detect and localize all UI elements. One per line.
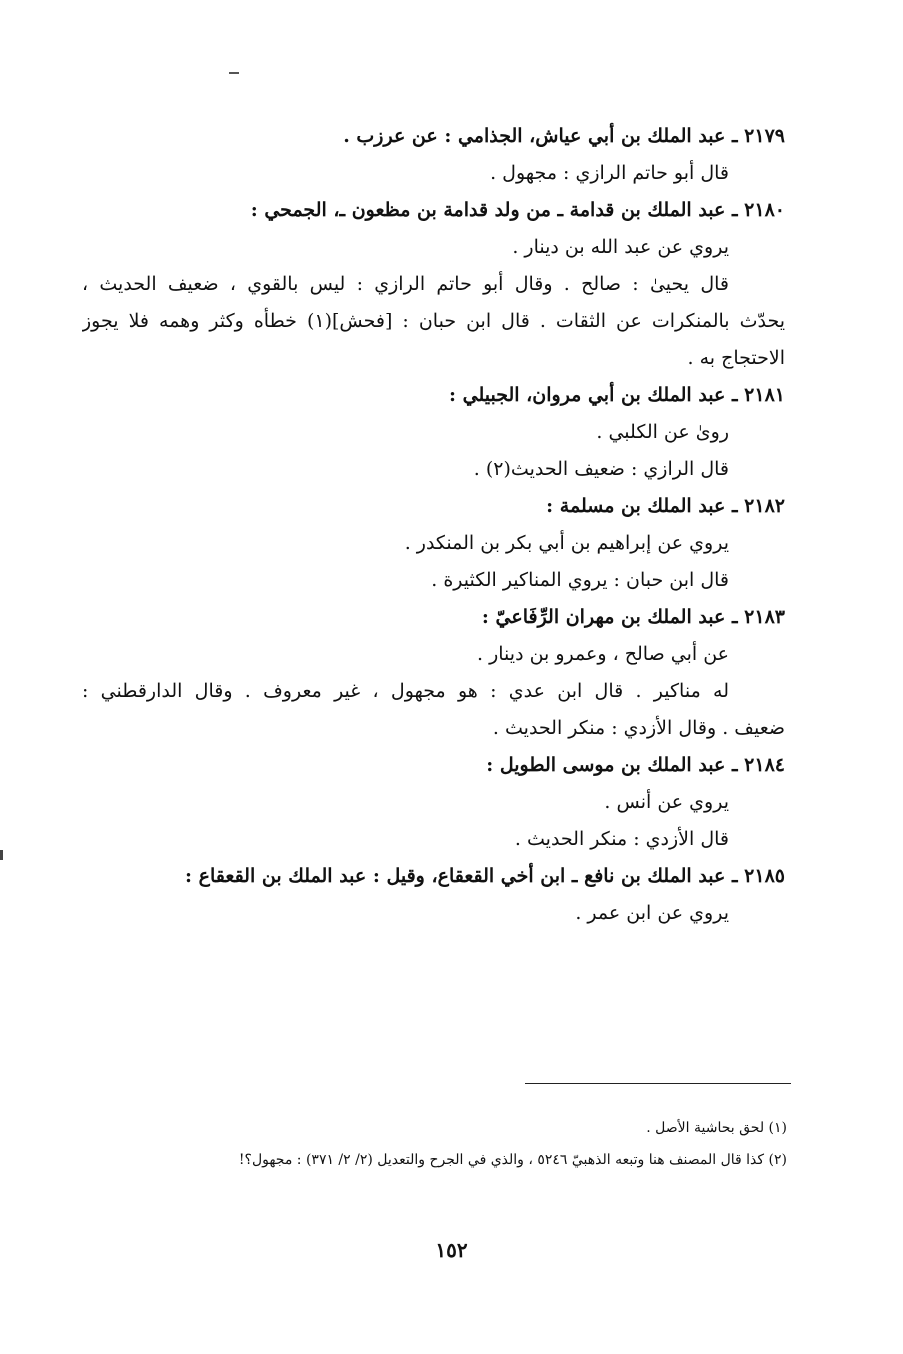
entry-2184-line: قال الأزدي : منكر الحديث . — [514, 828, 729, 850]
entry-2182-line: قال ابن حبان : يروي المناكير الكثيرة . — [431, 569, 729, 591]
entry-2181-heading: ٢١٨١ ـ عبد الملك بن أبي مروان، الجبيلي : — [448, 384, 785, 406]
entry-2185-line: يروي عن ابن عمر . — [575, 902, 729, 924]
entry-2182-line: يروي عن إبراهيم بن أبي بكر بن المنكدر . — [404, 532, 729, 554]
page-number: ١٥٢ — [435, 1238, 468, 1262]
entry-2185-heading: ٢١٨٥ ـ عبد الملك بن نافع ـ ابن أخي القعقاع، وقيل : عبد الملك بن القعقاع : — [185, 865, 785, 887]
entry-2183-line: ضعيف . وقال الأزدي : منكر الحديث . — [492, 717, 785, 739]
entry-2183-line: عن أبي صالح ، وعمرو بن دينار . — [477, 643, 729, 665]
stray-ink-mark — [229, 72, 239, 74]
footnote-separator — [525, 1083, 791, 1084]
entry-2184-line: يروي عن أنس . — [604, 791, 729, 813]
entry-2180-line: يحدّث بالمنكرات عن الثقات . قال ابن حبان : [فحش](١) خطأه وكثر وهمه فلا يجوز — [82, 310, 785, 332]
entry-2179-heading: ٢١٧٩ ـ عبد الملك بن أبي عياش، الجذامي : عن عرزب . — [343, 125, 785, 147]
main-text — [82, 118, 785, 932]
entry-2182-heading: ٢١٨٢ ـ عبد الملك بن مسلمة : — [546, 495, 785, 517]
footnotes — [80, 1112, 787, 1176]
edge-ink-mark — [0, 850, 3, 860]
entry-2184-heading: ٢١٨٤ ـ عبد الملك بن موسى الطويل : — [486, 754, 785, 776]
footnote-2: (٢) كذا قال المصنف هنا وتبعه الذهبيّ ٥٢٤٦ ، والذي في الجرح والتعديل (٢/ ٢/ ٣٧١) : مجهول؟! — [238, 1152, 787, 1168]
entry-2180-line: يروي عن عبد الله بن دينار . — [512, 236, 729, 258]
entry-2183-line: له مناكير . قال ابن عدي : هو مجهول ، غير معروف . وقال الدارقطني : — [82, 680, 729, 702]
entry-2180-line: الاحتجاج به . — [687, 347, 785, 369]
entry-2181-line: روىٰ عن الكلبي . — [596, 421, 729, 443]
entry-2183-heading: ٢١٨٣ ـ عبد الملك بن مهران الرِّفَاعيّ : — [481, 606, 785, 628]
entry-2180-heading: ٢١٨٠ ـ عبد الملك بن قدامة ـ من ولد قدامة بن مظعون ـ، الجمحي : — [250, 199, 785, 221]
entry-2180-line: قال يحيىٰ : صالح . وقال أبو حاتم الرازي : ليس بالقوي ، ضعيف الحديث ، — [82, 273, 729, 295]
entry-2179-line: قال أبو حاتم الرازي : مجهول . — [490, 162, 729, 184]
footnote-1: (١) لحق بحاشية الأصل . — [646, 1120, 787, 1136]
entry-2181-line: قال الرازي : ضعيف الحديث(٢) . — [473, 458, 729, 480]
